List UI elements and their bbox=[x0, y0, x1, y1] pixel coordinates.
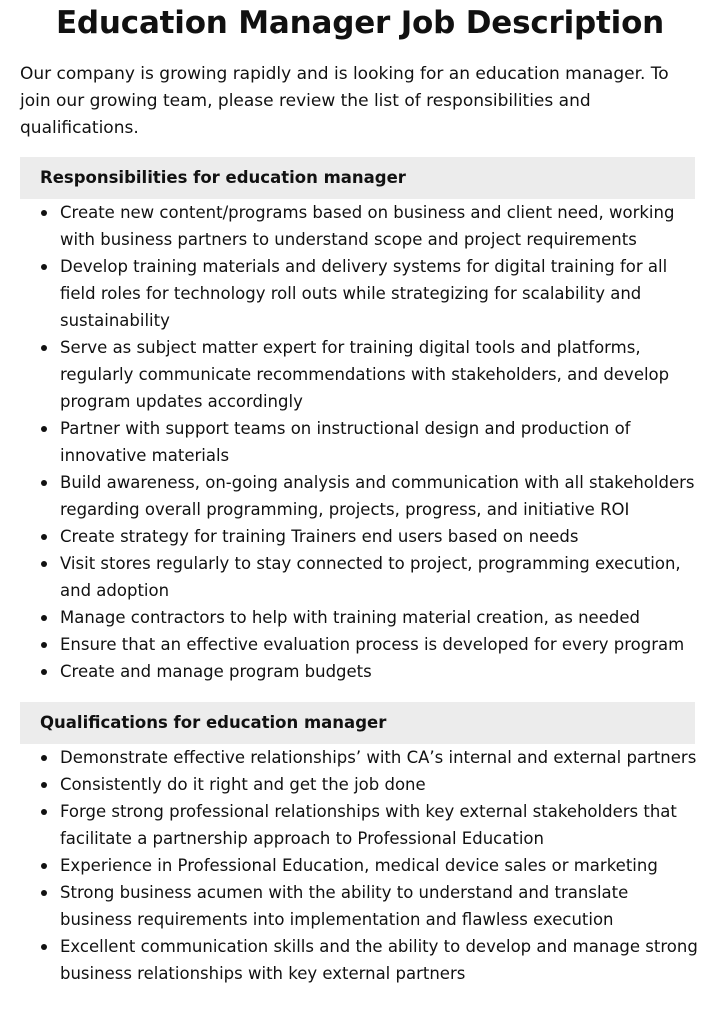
list-item: Visit stores regularly to stay connected to project, programming execution, and adoption bbox=[60, 550, 700, 604]
intro-paragraph: Our company is growing rapidly and is looking for an education manager. To join our growing team, please review the list of responsibilities and qualifications. bbox=[20, 64, 669, 138]
list-item: Partner with support teams on instructional design and production of innovative materials bbox=[60, 415, 700, 469]
list-item: Serve as subject matter expert for training digital tools and platforms, regularly communicate recommendations with stakeholders, and develop program updates accordingly bbox=[60, 334, 700, 415]
list-item: Experience in Professional Education, medical device sales or marketing bbox=[60, 852, 700, 879]
list-item: Forge strong professional relationships with key external stakeholders that facilitate a partnership approach to Professional Education bbox=[60, 798, 700, 852]
list-item: Demonstrate effective relationships’ with CA’s internal and external partners bbox=[60, 744, 700, 771]
list-item: Create new content/programs based on business and client need, working with business partners to understand scope and project requirements bbox=[60, 199, 700, 253]
page-title: Education Manager Job Description bbox=[55, 5, 665, 41]
list-item: Strong business acumen with the ability to understand and translate business requirements into implementation and flawless execution bbox=[60, 879, 700, 933]
list-item: Create and manage program budgets bbox=[60, 658, 700, 685]
list-item: Ensure that an effective evaluation process is developed for every program bbox=[60, 631, 700, 658]
responsibilities-list bbox=[0, 199, 700, 685]
responsibilities-heading: Responsibilities for education manager bbox=[20, 157, 695, 199]
list-item: Develop training materials and delivery systems for digital training for all field roles for technology roll outs while strategizing for scalability and sustainability bbox=[60, 253, 700, 334]
list-item: Consistently do it right and get the job done bbox=[60, 771, 700, 798]
list-item: Create strategy for training Trainers end users based on needs bbox=[60, 523, 700, 550]
list-item: Manage contractors to help with training material creation, as needed bbox=[60, 604, 700, 631]
list-item: Build awareness, on-going analysis and communication with all stakeholders regarding overall programming, projects, progress, and initiative ROI bbox=[60, 469, 700, 523]
list-item: Excellent communication skills and the ability to develop and manage strong business relationships with key external partners bbox=[60, 933, 700, 987]
qualifications-list bbox=[0, 744, 700, 987]
qualifications-heading: Qualifications for education manager bbox=[20, 702, 695, 744]
